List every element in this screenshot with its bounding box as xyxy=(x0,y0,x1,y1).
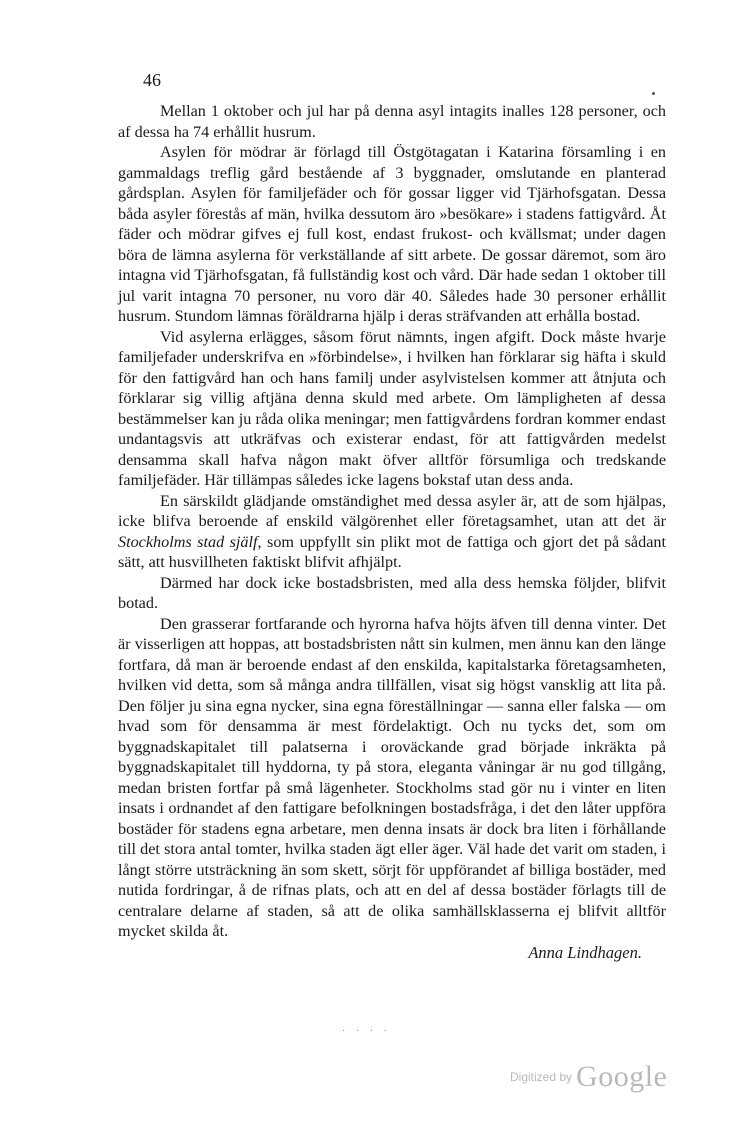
author-signature: Anna Lindhagen. xyxy=(528,942,642,962)
print-speck xyxy=(652,92,655,95)
paragraph: Den grasserar fortfarande och hyrorna hafva höjts äfven till denna vinter. Det är visserligen att hoppas, att bostadsbristen nått sin kulmen, men ännu kan den länge fortfara, då man är beroende endast af den enskilda, kapitalstarka företagsamheten, hvilken vid detta, som så många andra tillfällen, visat sig högst vansklig att lita på. Den följer ju sina egna nycker, sina egna föreställningar — sanna eller falska — om hvad som för densamma är mest fördelaktigt. Och nu tycks det, som om byggnadskapitalet till palatserna i oroväckande grad började inkräkta på byggnadskapitalet till hyddorna, ty på stora, eleganta våningar är nu god tillgång, medan bristen fortfar på små lägenheter. Stockholms stad gör nu i vinter en liten insats i ordnandet af den fattigare befolkningen bostadsfråga, i det den låter uppföra bostäder för stadens egna arbetare, men denna insats är dock bra liten i förhållande till det stora antal tomter, hvilka staden ägt eller äger. Väl hade det varit om staden, i långt större utsträckning än som skett, sörjt för uppförandet af billiga bostäder, med nutida fordringar, å de rifnas plats, och att en del af dessa bostäder förlagts till de centralare delarne af staden, så att de olika samhällsklasserna ej blifvit alltför mycket skilda åt. xyxy=(118,614,666,940)
page-number: 46 xyxy=(143,70,161,90)
paragraph: Därmed har dock icke bostadsbristen, med alla dess hemska följder, blifvit botad. xyxy=(118,573,666,612)
article-body xyxy=(118,101,666,964)
paragraph: En särskildt glädjande omständighet med dessa asyler är, att de som hjälpas, icke blifva beroende af enskild välgörenhet eller företagsamhet, utan att det är Stockholms stad själf, som uppfyllt sin plikt mot de fattiga och gjort det på sådant sätt, att husvillheten faktiskt blifvit afhjälpt. xyxy=(118,491,666,571)
watermark-prefix: Digitized by xyxy=(510,1070,573,1084)
paragraph: Vid asylerna erlägges, såsom förut nämnts, ingen afgift. Dock måste hvarje familjefader underskrifva en »förbindelse», i hvilken han förklarar sig häfta i skuld för den fattigvård han och hans familj under asylvistelsen kommer att åtnjuta och förklarar sig villig aftjäna denna skuld med arbete. Om lämpligheten af dessa bestämmelser kan ju råda olika meningar; men fattigvårdens fordran kommer endast undantagsvis att utkräfvas och existerar endast, för att fattigvården medelst densamma skall hafva någon makt öfver alltför försumliga och tredskande familjefäder. Här tillämpas således icke lagens bokstaf utan dess anda. xyxy=(118,327,666,489)
paragraph: Mellan 1 oktober och jul har på denna asyl intagits inalles 128 personer, och af dessa ha 74 erhållit husrum. xyxy=(118,102,666,141)
digitized-watermark xyxy=(510,1060,667,1094)
paragraph: Asylen för mödrar är förlagd till Östgötagatan i Katarina församling i en gammaldags treflig gård bestående af 3 byggnader, omslutande en planterad gårdsplan. Asylen för familjefäder och för gossar ligger vid Tjärhofsgatan. Dessa båda asyler förestås af män, hvilka dessutom äro »besökare» i stadens fattigvård. Åt fäder och mödrar gifves ej full kost, endast frukost- och kvällsmat; under dagen böra de lämna asylerna för verkställande af sitt arbete. De gossar däremot, som äro intagna vid Tjärhofsgatan, få fullständig kost och vård. Där hade sedan 1 oktober till jul varit intagna 70 personer, nu voro där 40. Således hade 30 personer erhållit husrum. Stundom lämnas föräldrarna hjälp i deras sträfvanden att erhålla bostad. xyxy=(118,143,666,325)
google-logo: Google xyxy=(576,1060,668,1093)
page-ornament: · · · · xyxy=(342,1026,391,1037)
